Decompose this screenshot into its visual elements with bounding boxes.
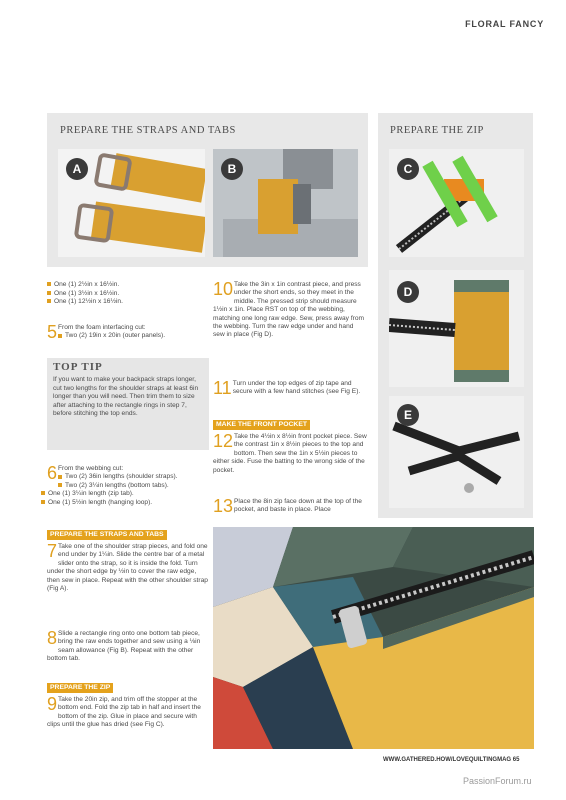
figure-e-badge: E xyxy=(397,404,419,426)
step-10: 10 Take the 3in x 1in contrast piece, and press under the short ends, so they meet in the middle. The pressed strip should measure 1½in x 1in. Place RST on top of the webbing, matching one long raw edge. Sew, press away from the webbing. Turn the raw edge under and hand sew in place (Fig D). xyxy=(213,279,365,339)
step-number: 9 xyxy=(47,694,58,714)
step-number: 5 xyxy=(47,322,58,342)
list-item: One (1) 12½in x 16½in. xyxy=(47,298,123,307)
step-number: 7 xyxy=(47,541,58,561)
top-tip-box xyxy=(47,358,209,450)
heading-zip: PREPARE THE ZIP xyxy=(47,683,113,693)
section-header: FLORAL FANCY xyxy=(465,19,544,29)
step-5: 5 From the foam interfacing cut: Two (2) 19in x 20in (outer panels). xyxy=(47,322,166,342)
step-13: 13 Place the 8in zip face down at the top of the pocket, and baste in place. Place xyxy=(213,496,362,516)
figure-a-badge: A xyxy=(66,158,88,180)
list-item: One (1) 3½in x 16½in. xyxy=(47,290,123,299)
top-tip-body: If you want to make your backpack straps longer, cut two lengths for the shoulder straps at least 6in longer than you will need. Then trim them to size after attaching to the rectangle rings in step 7, before stitching the top ends. xyxy=(53,376,199,417)
footer-url: WWW.GATHERED.HOW/LOVEQUILTINGMAG 65 xyxy=(383,757,520,763)
zip-panel-title: PREPARE THE ZIP xyxy=(390,125,484,136)
step-9: 9 Take the 20in zip, and trim off the stopper at the bottom end. Fold the zip tab in half and insert the bottom of the zip. Glue in place and secure with clips until the glue has dried (see Fig C). xyxy=(47,694,201,729)
fabric-bullets xyxy=(47,281,123,307)
pocket-zip-photo xyxy=(213,527,534,749)
step-8: 8 Slide a rectangle ring onto one bottom tab piece, bring the raw ends together and sew using a ⅛in seam allowance (Fig B). Repeat with the other bottom tab. xyxy=(47,628,201,663)
step-number: 6 xyxy=(47,463,58,483)
step-number: 13 xyxy=(213,496,234,516)
step-12: 12 Take the 4½in x 8½in front pocket piece. Sew the contrast 1in x 8½in pieces to the top and bottom. Then sew the 1in x 5½in pieces to either side. Fuse the batting to the wrong side of the pocket. xyxy=(213,431,367,474)
straps-panel-title: PREPARE THE STRAPS AND TABS xyxy=(60,125,236,136)
figure-c-badge: C xyxy=(397,158,419,180)
step-11: 11 Turn under the top edges of zip tape and secure with a few hand stitches (see Fig E). xyxy=(213,378,361,398)
step-7: 7 Take one of the shoulder strap pieces, and fold one end under by 1¼in. Slide the centre bar of a metal slider onto the strap, so it is inside the fold. Turn under the short edge by ½in to cover the raw edge, then sew in place. Repeat with the other shoulder strap (Fig A). xyxy=(47,541,208,593)
figure-b-badge: B xyxy=(221,158,243,180)
top-tip-title: TOP TIP xyxy=(53,361,103,373)
step-6: 6 From the webbing cut: Two (2) 36in lengths (shoulder straps). Two (2) 3¼in lengths (bottom tabs). One (1) 3¼in length (zip tab). One (1) 5½in length (hanging loop). xyxy=(47,465,212,507)
step-number: 8 xyxy=(47,628,58,648)
step-number: 12 xyxy=(213,431,234,451)
list-item: One (1) 2½in x 16½in. xyxy=(47,281,123,290)
step-number: 11 xyxy=(213,378,232,398)
watermark: PassionForum.ru xyxy=(463,776,532,786)
step-number: 10 xyxy=(213,279,234,299)
heading-pocket: MAKE THE FRONT POCKET xyxy=(213,420,310,430)
figure-d-badge: D xyxy=(397,281,419,303)
floral-pocket-illustration xyxy=(213,527,534,749)
page-number: 65 xyxy=(512,757,520,763)
heading-straps: PREPARE THE STRAPS AND TABS xyxy=(47,530,167,540)
